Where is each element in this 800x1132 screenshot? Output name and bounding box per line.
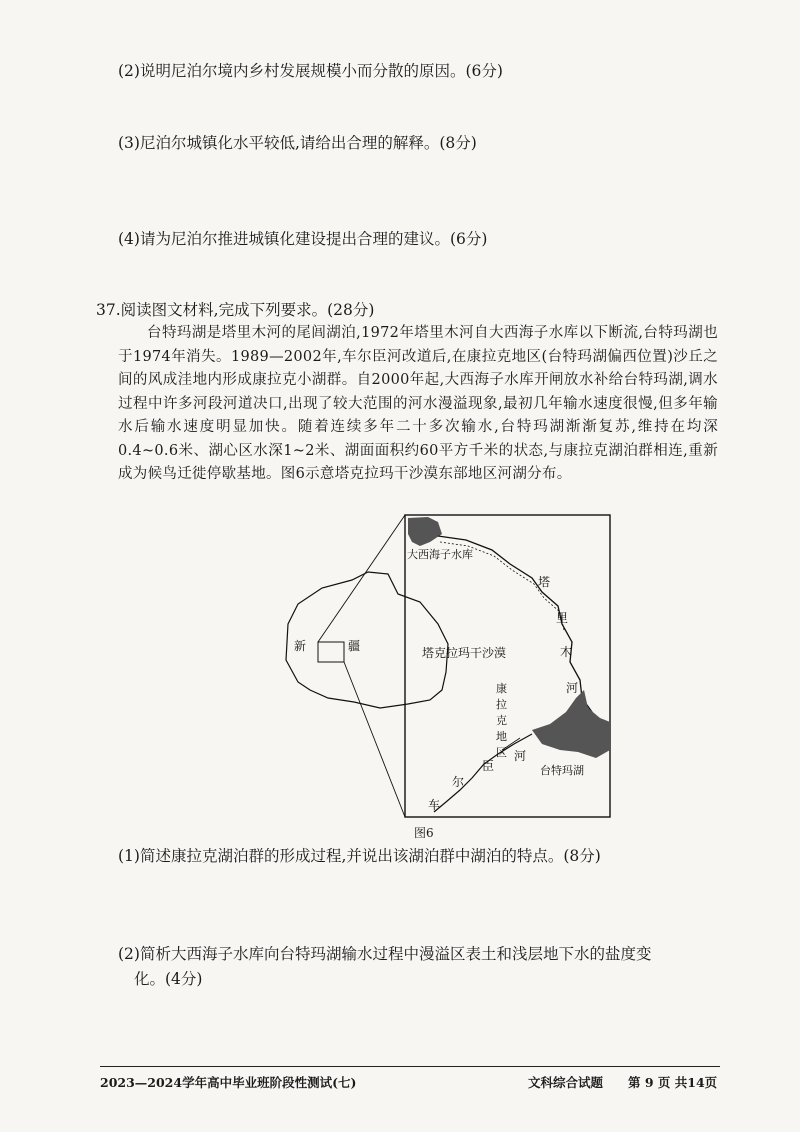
figure-caption: 图6 <box>414 826 434 840</box>
label-cherchen-4: 河 <box>514 749 527 763</box>
label-kanglake-4: 地 <box>496 730 507 743</box>
question-37-material: 台特玛湖是塔里木河的尾闾湖泊,1972年塔里木河自大西海子水库以下断流,台特玛湖也于1974年消失。1989—2002年,车尔臣河改道后,在康拉克地区(台特玛湖偏西位置)沙丘之间的风成洼地内形成康拉克小湖群。自2000年起,大西海子水库开闸放水补给台特玛湖,调水过程中许多河段河道决口,出现了较大范围的河水漫溢现象,最初几年输水速度很慢,但多年输水后输水速度明显加快。随着连续多年二十多次输水,台特玛湖渐渐复苏,维持在均深0.4~0.6米、湖心区水深1~2米、湖面面积约60平方千米的状态,与康拉克湖泊群相连,重新成为候鸟迁徙停歇基地。图6示意塔克拉玛干沙漠东部地区河湖分布。 <box>118 325 718 482</box>
label-kanglake-1: 康 <box>496 682 507 695</box>
label-cherchen-1: 车 <box>428 798 441 812</box>
reservoir-shape <box>408 517 442 546</box>
label-tarim-4: 河 <box>566 681 579 695</box>
label-tarim-3: 木 <box>560 645 573 659</box>
question-37-2-continuation: 化。(4分) <box>134 970 203 988</box>
label-reservoir: 大西海子水库 <box>407 548 473 561</box>
label-cherchen-3: 臣 <box>482 759 495 773</box>
footer-subject: 文科综合试题 <box>528 1075 604 1090</box>
label-xin: 新 <box>294 639 307 653</box>
label-desert: 塔克拉玛干沙漠 <box>422 646 507 660</box>
question-37-2: (2)简析大西海子水库向台特玛湖输水过程中漫溢区表土和浅层地下水的盐度变 <box>118 945 652 963</box>
footer-exam-title: 2023—2024学年高中毕业班阶段性测试(七) <box>100 1075 357 1090</box>
question-3: (3)尼泊尔城镇化水平较低,请给出合理的解释。(8分) <box>118 134 477 152</box>
question-37-heading: 37.阅读图文材料,完成下列要求。(28分) <box>96 301 375 319</box>
figure-6-map <box>270 512 620 822</box>
tarim-river <box>438 536 596 730</box>
label-kanglake-3: 克 <box>496 714 507 727</box>
label-kanglake-2: 拉 <box>496 698 507 711</box>
label-tarim-2: 里 <box>556 611 569 625</box>
question-2: (2)说明尼泊尔境内乡村发展规模小而分散的原因。(6分) <box>118 62 503 80</box>
footer-page-number: 第 9 页 共14页 <box>628 1075 718 1090</box>
label-cherchen-2: 尔 <box>452 775 465 789</box>
question-4: (4)请为尼泊尔推进城镇化建设提出合理的建议。(6分) <box>118 230 488 248</box>
label-kanglake-5: 区 <box>496 746 507 759</box>
question-37-1: (1)简述康拉克湖泊群的形成过程,并说出该湖泊群中湖泊的特点。(8分) <box>118 847 601 865</box>
cherchen-river <box>434 734 532 812</box>
footer-divider <box>100 1066 720 1067</box>
label-taitema: 台特玛湖 <box>540 764 584 777</box>
label-tarim-1: 塔 <box>538 575 551 589</box>
study-area-box <box>318 642 344 662</box>
label-jiang: 疆 <box>348 639 361 653</box>
xinjiang-outline <box>286 572 448 708</box>
taitema-lake <box>532 690 610 758</box>
